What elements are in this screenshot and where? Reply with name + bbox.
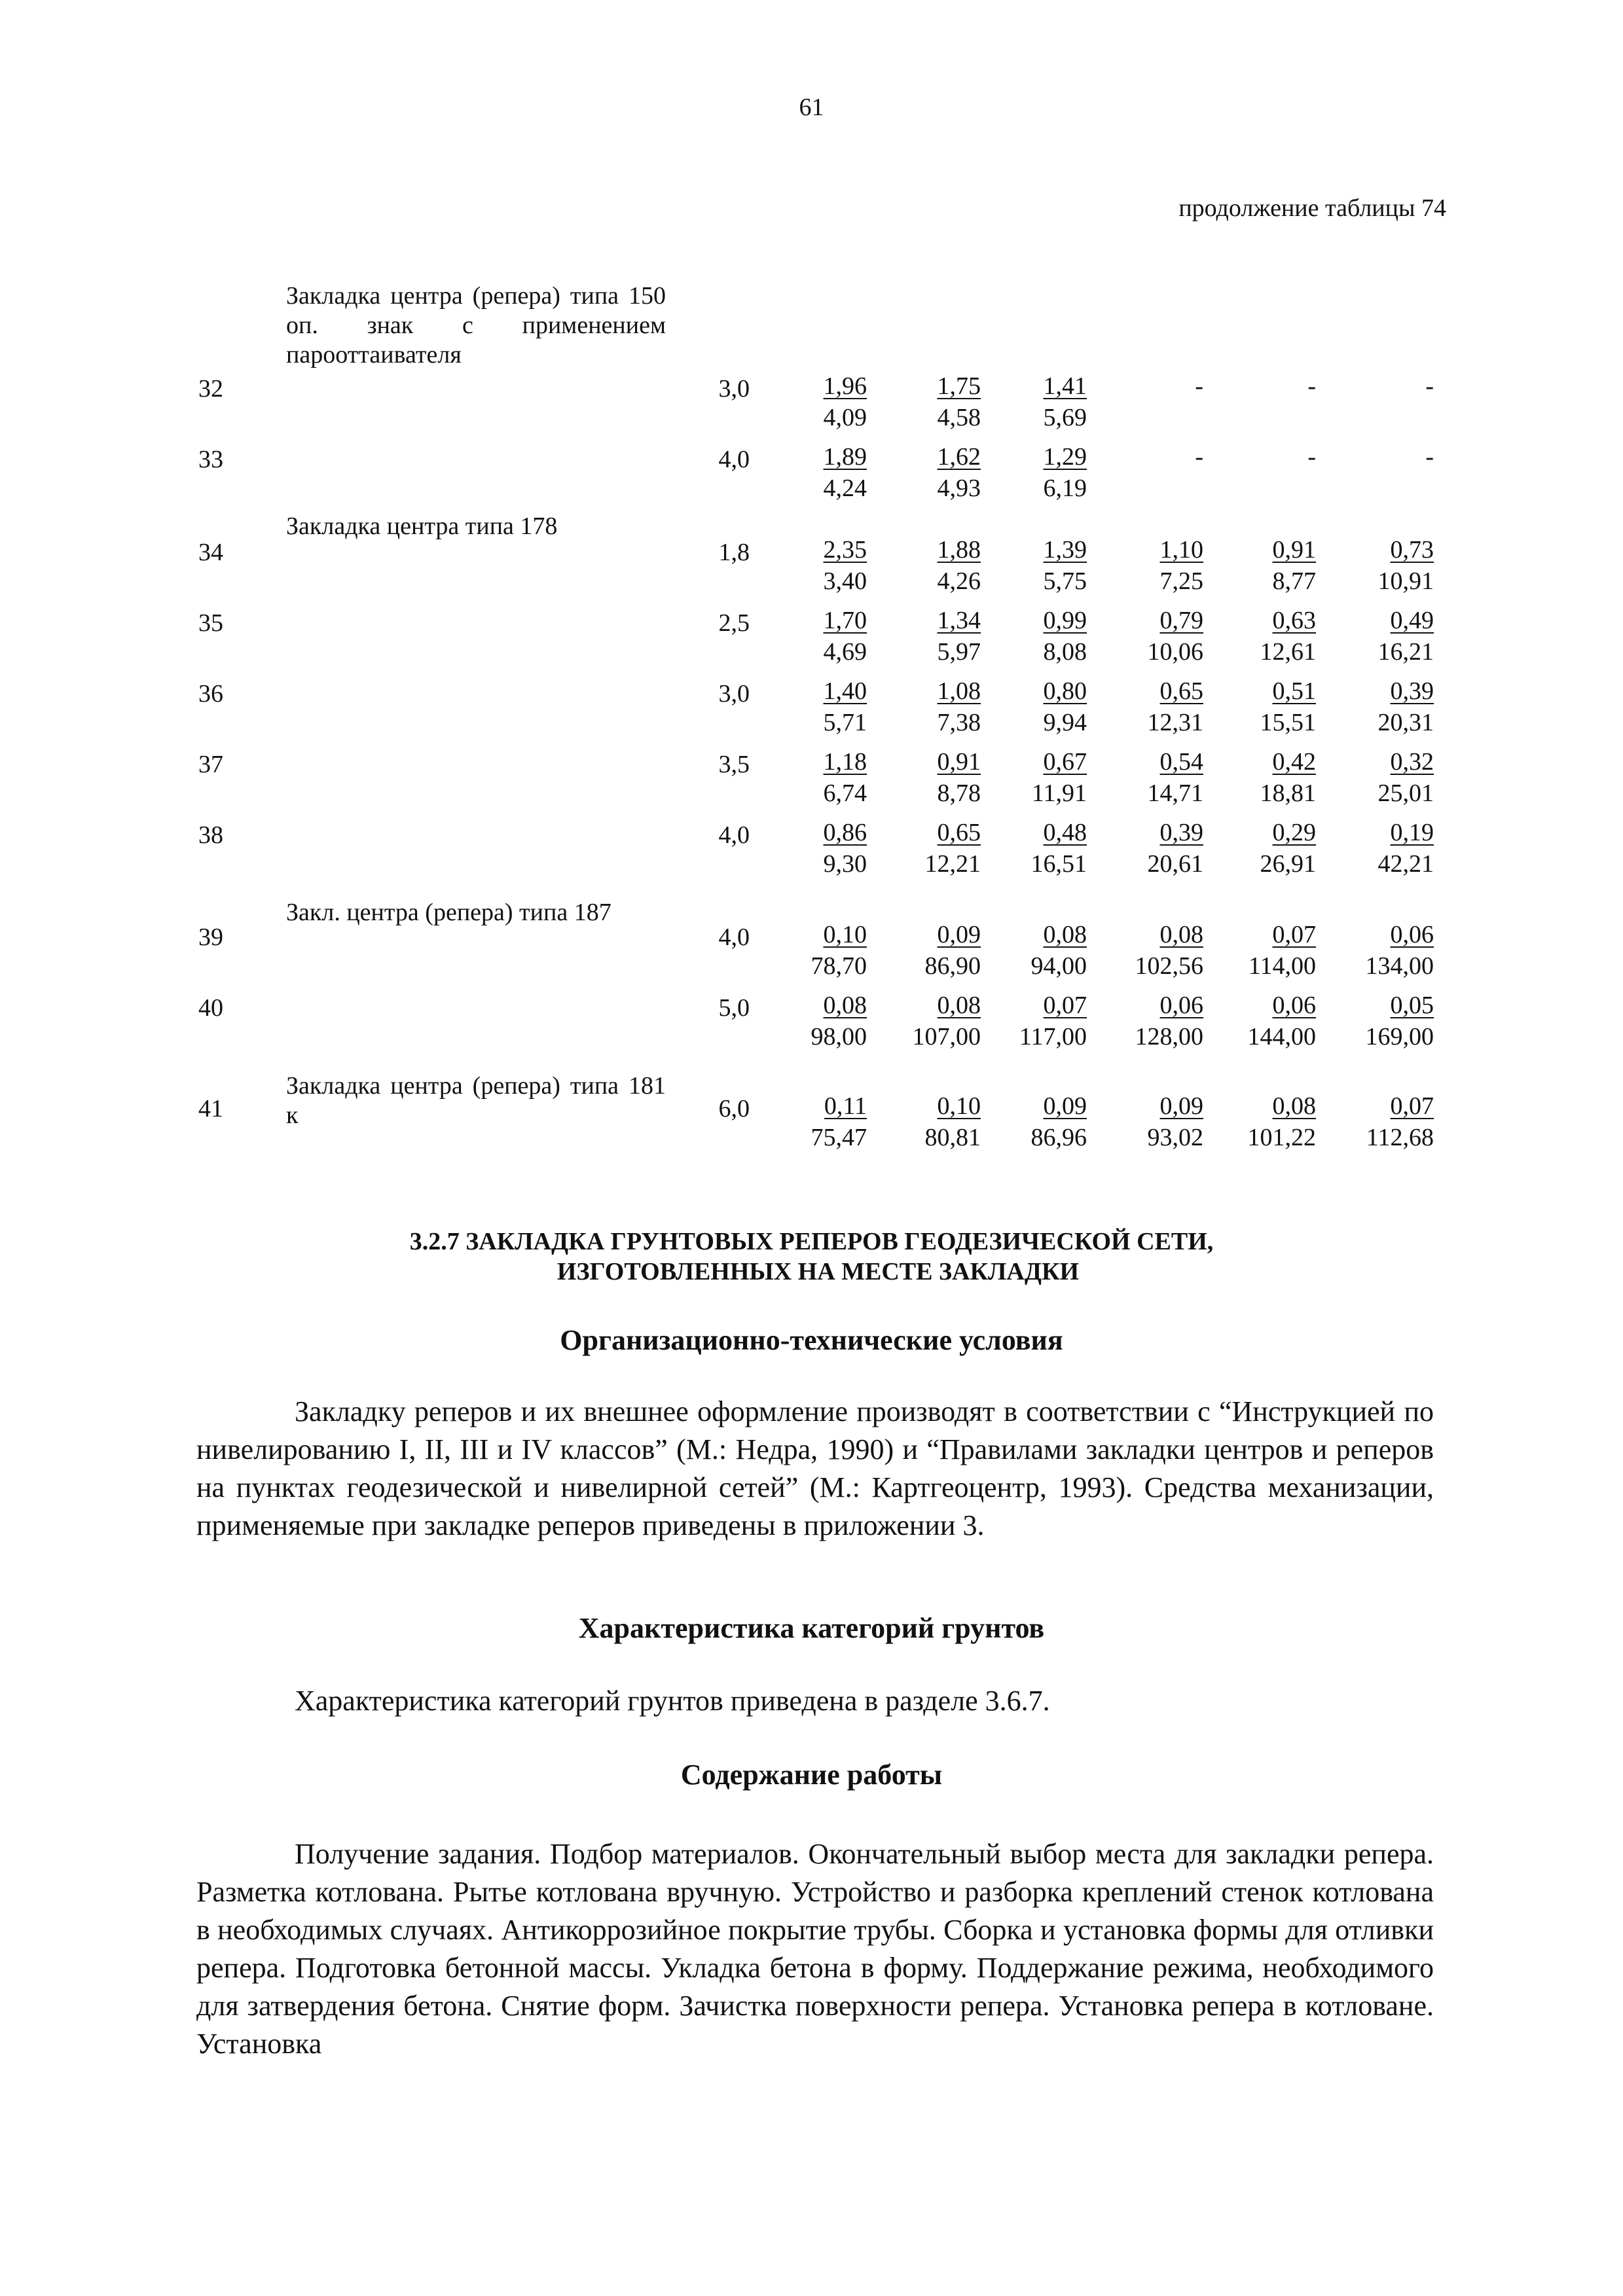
group-label-181k: Закладка центра (репера) типа 181 к	[286, 1072, 666, 1129]
cell-denominator: 6,19	[1043, 475, 1087, 502]
cell-denominator: 5,97	[937, 638, 981, 666]
cell-numerator: 0,32	[1390, 748, 1434, 776]
cell-numerator: 1,70	[823, 607, 867, 634]
row-parameter: 4,0	[718, 446, 750, 473]
cell-denominator: 16,21	[1377, 638, 1434, 666]
cell-denominator: 169,00	[1365, 1023, 1434, 1050]
row-parameter: 3,0	[718, 680, 750, 708]
table-cell	[1224, 605, 1316, 668]
cell-numerator-line	[775, 746, 867, 778]
cell-numerator: 0,10	[937, 1092, 981, 1120]
cell-denominator: 12,31	[1147, 709, 1203, 736]
paragraph-soil-categories-text: Характеристика категорий грунтов приведена в разделе 3.6.7.	[295, 1685, 1050, 1717]
cell-numerator: 0,51	[1272, 677, 1316, 705]
table-cell	[889, 675, 981, 738]
table-cell	[1112, 675, 1203, 738]
cell-numerator: 0,99	[1043, 607, 1087, 634]
cell-numerator-line	[995, 1090, 1087, 1122]
table-cell	[1224, 370, 1316, 402]
table-cell	[889, 817, 981, 880]
cell-numerator-line	[889, 817, 981, 848]
paragraph-org-tech-conditions	[196, 1393, 1434, 1545]
cell-numerator: 0,86	[823, 819, 867, 846]
cell-denominator: 7,25	[1159, 567, 1203, 595]
cell-denominator: 114,00	[1248, 952, 1316, 980]
cell-numerator-line	[1112, 919, 1203, 950]
subheading-soil-categories: Характеристика категорий грунтов	[578, 1612, 1045, 1644]
table-cell	[995, 746, 1087, 809]
cell-numerator: 0,65	[937, 819, 981, 846]
group-label-178: Закладка центра типа 178	[286, 512, 558, 540]
table-cell	[1342, 675, 1434, 738]
row-number: 34	[198, 539, 223, 566]
cell-numerator-line	[995, 919, 1087, 950]
cell-numerator-line	[995, 817, 1087, 848]
cell-numerator-line	[1112, 1090, 1203, 1122]
table-cell	[995, 1090, 1087, 1153]
cell-denominator: 4,24	[823, 475, 867, 502]
cell-denominator: 80,81	[924, 1124, 981, 1151]
cell-numerator-line	[1112, 817, 1203, 848]
row-number: 40	[198, 994, 223, 1022]
cell-numerator: 1,96	[823, 372, 867, 400]
cell-denominator: 20,61	[1147, 850, 1203, 878]
cell-denominator: 4,69	[823, 638, 867, 666]
cell-denominator: 9,94	[1043, 709, 1087, 736]
cell-numerator: 0,91	[1272, 536, 1316, 564]
table-cell	[775, 817, 867, 880]
cell-denominator: 4,93	[937, 475, 981, 502]
cell-denominator: 9,30	[823, 850, 867, 878]
row-number: 35	[198, 609, 223, 637]
cell-numerator: 0,09	[1159, 1092, 1203, 1120]
table-cell	[1342, 534, 1434, 597]
cell-denominator: 16,51	[1030, 850, 1087, 878]
table-cell	[1112, 990, 1203, 1052]
table-cell	[889, 441, 981, 504]
table-cell	[1224, 746, 1316, 809]
cell-numerator-line	[995, 746, 1087, 778]
cell-numerator: 1,39	[1043, 536, 1087, 564]
cell-numerator: 0,08	[1159, 921, 1203, 948]
cell-numerator-line	[775, 605, 867, 636]
cell-numerator: 0,06	[1390, 921, 1434, 948]
cell-denominator: 86,96	[1030, 1124, 1087, 1151]
row-number: 33	[198, 446, 223, 473]
cell-numerator: 0,07	[1043, 992, 1087, 1019]
table-cell	[1224, 441, 1316, 473]
table-cell	[775, 441, 867, 504]
row-parameter: 6,0	[718, 1095, 750, 1122]
cell-numerator: 0,65	[1159, 677, 1203, 705]
cell-denominator: 102,56	[1135, 952, 1203, 980]
cell-dash: -	[1195, 372, 1203, 400]
table-cell	[1224, 817, 1316, 880]
cell-numerator: 1,40	[823, 677, 867, 705]
table-cell	[995, 370, 1087, 433]
cell-denominator: 86,90	[924, 952, 981, 980]
table-cell	[775, 605, 867, 668]
cell-numerator: 1,29	[1043, 443, 1087, 471]
table-cell	[1342, 441, 1434, 473]
cell-denominator: 6,74	[823, 780, 867, 807]
cell-numerator-line	[1224, 534, 1316, 565]
cell-numerator: 0,80	[1043, 677, 1087, 705]
cell-numerator: 1,10	[1159, 536, 1203, 564]
cell-denominator: 10,91	[1377, 567, 1434, 595]
row-parameter: 5,0	[718, 994, 750, 1022]
table-cell	[1342, 605, 1434, 668]
cell-numerator-line	[1224, 1090, 1316, 1122]
cell-numerator: 0,08	[823, 992, 867, 1019]
cell-denominator: 144,00	[1247, 1023, 1316, 1050]
cell-numerator: 0,39	[1159, 819, 1203, 846]
cell-denominator: 112,68	[1366, 1124, 1434, 1151]
cell-denominator: 7,38	[937, 709, 981, 736]
group-label-150-text: Закладка центра (репера) типа 150 оп. знак с применением парооттаивателя	[286, 282, 666, 368]
cell-denominator: 107,00	[912, 1023, 981, 1050]
row-number: 39	[198, 924, 223, 951]
row-number: 32	[198, 375, 223, 403]
table-cell	[889, 919, 981, 982]
table-cell	[775, 746, 867, 809]
table-cell	[889, 746, 981, 809]
cell-numerator-line	[1342, 605, 1434, 636]
cell-numerator-line	[995, 534, 1087, 565]
cell-denominator: 101,22	[1247, 1124, 1316, 1151]
page-number: 61	[799, 94, 824, 121]
group-label-150	[286, 281, 666, 370]
table-cell	[1224, 919, 1316, 982]
table-cell	[1224, 1090, 1316, 1153]
table-cell	[775, 919, 867, 982]
cell-numerator: 0,09	[937, 921, 981, 948]
cell-numerator-line	[1224, 605, 1316, 636]
cell-numerator-line	[889, 534, 981, 565]
table-cell	[995, 990, 1087, 1052]
table-cell	[775, 1090, 867, 1153]
cell-denominator: 12,21	[924, 850, 981, 878]
cell-numerator: 0,49	[1390, 607, 1434, 634]
cell-numerator: 0,73	[1390, 536, 1434, 564]
cell-denominator: 12,61	[1260, 638, 1316, 666]
cell-numerator-line	[1342, 675, 1434, 707]
cell-numerator-line	[995, 605, 1087, 636]
table-cell	[1342, 817, 1434, 880]
cell-denominator: 4,09	[823, 404, 867, 431]
table-cell	[1224, 675, 1316, 738]
table-cell	[889, 1090, 981, 1153]
cell-numerator-line	[775, 817, 867, 848]
table-cell	[1342, 746, 1434, 809]
cell-denominator: 5,75	[1043, 567, 1087, 595]
cell-denominator: 98,00	[811, 1023, 867, 1050]
table-cell	[775, 675, 867, 738]
cell-numerator-line	[775, 441, 867, 473]
table-cell	[1112, 746, 1203, 809]
cell-numerator-line	[1224, 675, 1316, 707]
cell-numerator: 1,34	[937, 607, 981, 634]
cell-numerator: 0,11	[824, 1092, 867, 1120]
cell-denominator: 134,00	[1365, 952, 1434, 980]
cell-denominator: 25,01	[1377, 780, 1434, 807]
cell-numerator-line	[775, 990, 867, 1021]
cell-numerator-line	[889, 1090, 981, 1122]
row-parameter: 1,8	[718, 539, 750, 566]
table-cell	[995, 817, 1087, 880]
cell-dash: -	[1307, 443, 1316, 471]
table-cell	[775, 990, 867, 1052]
cell-numerator: 1,08	[937, 677, 981, 705]
cell-numerator: 1,89	[823, 443, 867, 471]
table-cell	[995, 441, 1087, 504]
cell-numerator-line	[775, 919, 867, 950]
cell-numerator-line	[775, 1090, 867, 1122]
cell-denominator: 93,02	[1147, 1124, 1203, 1151]
cell-numerator-line	[889, 919, 981, 950]
cell-denominator: 14,71	[1147, 780, 1203, 807]
cell-denominator: 78,70	[811, 952, 867, 980]
cell-numerator-line	[1342, 746, 1434, 778]
table-cell	[1342, 1090, 1434, 1153]
table-cell	[889, 990, 981, 1052]
cell-numerator-line	[995, 370, 1087, 402]
cell-numerator: 0,08	[937, 992, 981, 1019]
cell-denominator: 5,69	[1043, 404, 1087, 431]
table-cell	[889, 534, 981, 597]
cell-numerator: 0,06	[1159, 992, 1203, 1019]
paragraph-soil-categories	[196, 1682, 1434, 1720]
cell-dash: -	[1195, 443, 1203, 471]
cell-numerator: 0,79	[1159, 607, 1203, 634]
cell-denominator: 128,00	[1135, 1023, 1203, 1050]
table-cell	[775, 534, 867, 597]
table-cell	[1112, 441, 1203, 473]
cell-numerator: 0,91	[937, 748, 981, 776]
cell-numerator: 0,07	[1272, 921, 1316, 948]
cell-numerator: 0,39	[1390, 677, 1434, 705]
table-cell	[889, 370, 981, 433]
cell-numerator-line	[1342, 817, 1434, 848]
table-cell	[1112, 605, 1203, 668]
cell-denominator: 75,47	[811, 1124, 867, 1151]
cell-numerator: 0,05	[1390, 992, 1434, 1019]
cell-numerator: 1,41	[1043, 372, 1087, 400]
cell-numerator-line	[1342, 990, 1434, 1021]
cell-numerator: 1,18	[823, 748, 867, 776]
cell-numerator: 0,08	[1272, 1092, 1316, 1120]
cell-denominator: 42,21	[1377, 850, 1434, 878]
cell-denominator: 4,58	[937, 404, 981, 431]
paragraph-work-content-text: Получение задания. Подбор материалов. Окончательный выбор места для закладки репера. Разметка котлована. Рытье котлована вручную. Устройство и разборка креплений стенок котлована в необходимых случаях. Антикоррозийное покрытие трубы. Сборка и установка формы для отливки репера. Подготовка бетонной массы. Укладка бетона в форму. Поддержание режима, необходимого для затвердения бетона. Снятие форм. Зачистка поверхности репера. Установка репера в котловане. Установка	[196, 1838, 1434, 2060]
cell-denominator: 15,51	[1260, 709, 1316, 736]
cell-numerator: 1,88	[937, 536, 981, 564]
subheading-work-content: Содержание работы	[680, 1759, 943, 1791]
row-parameter: 3,0	[718, 375, 750, 403]
cell-numerator-line	[889, 370, 981, 402]
cell-numerator: 0,48	[1043, 819, 1087, 846]
cell-numerator-line	[1224, 919, 1316, 950]
section-title-line2: ИЗГОТОВЛЕННЫХ НА МЕСТЕ ЗАКЛАДКИ	[556, 1258, 1080, 1285]
paragraph-work-content	[196, 1835, 1434, 2063]
table-cell	[1224, 534, 1316, 597]
cell-denominator: 4,26	[937, 567, 981, 595]
cell-numerator-line	[889, 990, 981, 1021]
cell-numerator: 0,63	[1272, 607, 1316, 634]
table-cell	[1342, 919, 1434, 982]
cell-numerator-line	[995, 990, 1087, 1021]
cell-numerator-line	[1224, 990, 1316, 1021]
cell-numerator-line	[889, 441, 981, 473]
table-cell	[775, 370, 867, 433]
cell-denominator: 94,00	[1030, 952, 1087, 980]
cell-numerator: 0,07	[1390, 1092, 1434, 1120]
cell-denominator: 20,31	[1377, 709, 1434, 736]
cell-numerator: 0,29	[1272, 819, 1316, 846]
cell-dash: -	[1425, 372, 1434, 400]
table-cell	[889, 605, 981, 668]
cell-denominator: 18,81	[1260, 780, 1316, 807]
cell-numerator-line	[995, 441, 1087, 473]
row-number: 38	[198, 821, 223, 849]
cell-numerator: 0,06	[1272, 992, 1316, 1019]
table-cell	[995, 919, 1087, 982]
cell-numerator-line	[889, 605, 981, 636]
row-parameter: 4,0	[718, 924, 750, 951]
paragraph-org-tech-conditions-text: Закладку реперов и их внешнее оформление производят в соответствии с “Инструкцией по нивелированию I, II, III и IV классов” (М.: Недра, 1990) и “Правилами закладки центров и реперов на пунктах геодезической и нивелирной сетей” (М.: Картгеоцентр, 1993). Средства механизации, применяемые при закладке реперов приведены в приложении 3.	[196, 1395, 1434, 1541]
row-parameter: 2,5	[718, 609, 750, 637]
cell-denominator: 117,00	[1019, 1023, 1087, 1050]
table-continuation-note: продолжение таблицы 74	[1178, 194, 1446, 222]
table-cell	[1342, 370, 1434, 402]
cell-numerator: 0,42	[1272, 748, 1316, 776]
row-number: 41	[198, 1095, 223, 1122]
cell-denominator: 10,06	[1147, 638, 1203, 666]
cell-numerator-line	[1112, 534, 1203, 565]
table-cell	[1112, 534, 1203, 597]
cell-numerator: 0,08	[1043, 921, 1087, 948]
cell-numerator-line	[1342, 919, 1434, 950]
cell-numerator-line	[775, 370, 867, 402]
cell-denominator: 8,08	[1043, 638, 1087, 666]
cell-numerator: 2,35	[823, 536, 867, 564]
cell-numerator-line	[995, 675, 1087, 707]
group-label-187: Закл. центра (репера) типа 187	[286, 899, 611, 926]
cell-numerator-line	[889, 675, 981, 707]
cell-denominator: 5,71	[823, 709, 867, 736]
cell-denominator: 3,40	[823, 567, 867, 595]
cell-numerator: 1,62	[937, 443, 981, 471]
cell-numerator-line	[775, 534, 867, 565]
table-cell	[1112, 1090, 1203, 1153]
cell-numerator-line	[775, 675, 867, 707]
row-parameter: 3,5	[718, 751, 750, 778]
subheading-org-tech-conditions: Организационно-технические условия	[560, 1324, 1063, 1356]
table-cell	[1224, 990, 1316, 1052]
cell-numerator-line	[889, 746, 981, 778]
cell-numerator: 0,54	[1159, 748, 1203, 776]
cell-dash: -	[1425, 443, 1434, 471]
cell-numerator: 0,09	[1043, 1092, 1087, 1120]
table-cell	[1342, 990, 1434, 1052]
cell-dash: -	[1307, 372, 1316, 400]
section-title-line1: 3.2.7 ЗАКЛАДКА ГРУНТОВЫХ РЕПЕРОВ ГЕОДЕЗИЧЕСКОЙ СЕТИ,	[409, 1228, 1214, 1255]
cell-numerator-line	[1112, 990, 1203, 1021]
cell-numerator-line	[1342, 1090, 1434, 1122]
cell-numerator: 0,67	[1043, 748, 1087, 776]
cell-numerator-line	[1112, 675, 1203, 707]
table-cell	[995, 605, 1087, 668]
cell-numerator: 0,10	[823, 921, 867, 948]
table-cell	[1112, 817, 1203, 880]
cell-numerator: 0,19	[1390, 819, 1434, 846]
cell-denominator: 11,91	[1031, 780, 1087, 807]
row-parameter: 4,0	[718, 821, 750, 849]
table-cell	[1112, 919, 1203, 982]
cell-numerator-line	[1112, 746, 1203, 778]
cell-numerator-line	[1112, 605, 1203, 636]
cell-denominator: 8,78	[937, 780, 981, 807]
table-cell	[1112, 370, 1203, 402]
row-number: 36	[198, 680, 223, 708]
row-number: 37	[198, 751, 223, 778]
cell-numerator: 1,75	[937, 372, 981, 400]
table-cell	[995, 534, 1087, 597]
cell-denominator: 8,77	[1272, 567, 1316, 595]
cell-numerator-line	[1224, 817, 1316, 848]
cell-denominator: 26,91	[1260, 850, 1316, 878]
cell-numerator-line	[1342, 534, 1434, 565]
table-cell	[995, 675, 1087, 738]
cell-numerator-line	[1224, 746, 1316, 778]
